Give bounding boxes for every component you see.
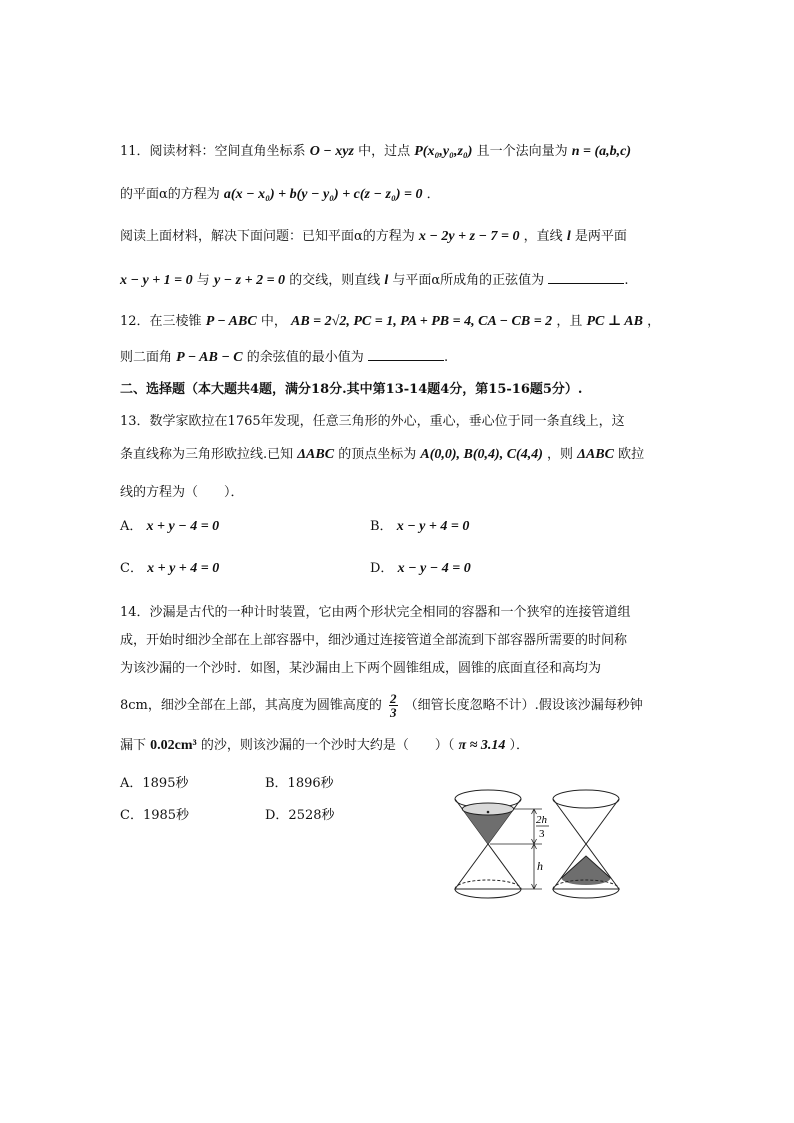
q11-text: 是两平面 xyxy=(574,229,627,244)
q14-line3: 为该沙漏的一个沙时．如图，某沙漏由上下两个圆锥组成，圆锥的底面直径和高均为 xyxy=(120,661,602,676)
q13-text: 条直线称为三角形欧拉线.已知 xyxy=(120,447,294,462)
q14-rate: 0.02cm³ xyxy=(150,738,197,753)
q14-option-a[interactable]: A．1895秒 xyxy=(120,776,189,791)
option-label: A． xyxy=(120,519,143,534)
q11-text: 阅读上面材料，解决下面问题：已知平面α的方程为 xyxy=(120,229,415,244)
option-text: x + y − 4 = 0 xyxy=(146,519,220,534)
q14-pi: π ≈ 3.14 xyxy=(458,738,506,753)
q14-option-b[interactable]: B．1896秒 xyxy=(265,776,334,791)
q12-line2 xyxy=(120,348,448,367)
option-label: B． xyxy=(370,519,393,534)
q11-text: 11．阅读材料：空间直角坐标系 xyxy=(120,144,306,159)
q11-text: ． xyxy=(426,187,440,202)
fraction-denominator: 3 xyxy=(390,705,397,720)
q12-text: 12．在三棱锥 xyxy=(120,314,202,329)
q11-plane-equation: a(x − x₀) + b(y − y₀) + c(z − z₀) = 0 xyxy=(223,187,423,202)
q11-line3 xyxy=(120,228,627,246)
q11-plane1: x − y + 1 = 0 xyxy=(120,273,193,288)
q12-conditions: AB = 2√2, PC = 1, PA + PB = 4, CA − CB = 2 xyxy=(291,314,553,329)
q12-text: ， xyxy=(647,314,661,329)
option-text: x + y + 4 = 0 xyxy=(147,561,220,576)
q14-line4 xyxy=(120,692,643,719)
q11-line-l: l xyxy=(384,273,389,288)
option-text: x − y + 4 = 0 xyxy=(396,519,470,534)
label-3: 3 xyxy=(539,828,545,840)
q12-answer-blank xyxy=(368,348,444,361)
q11-text: 与 xyxy=(196,273,210,288)
q13-option-c[interactable] xyxy=(120,560,219,578)
q14-text: （细管长度忽略不计）.假设该沙漏每秒钟 xyxy=(404,698,643,713)
q11-line1 xyxy=(120,143,631,161)
q12-dihedral: P − AB − C xyxy=(176,350,243,365)
q14-text: 漏下 xyxy=(120,738,147,753)
q14-fraction xyxy=(389,692,398,719)
q12-text: 中， xyxy=(260,314,287,329)
q11-text: 的交线，则直线 xyxy=(289,273,381,288)
q11-text: 的平面α的方程为 xyxy=(120,187,220,202)
label-h: h xyxy=(537,859,543,873)
q11-line4 xyxy=(120,271,628,290)
label-2h: 2h xyxy=(536,814,547,826)
q12-text: ，且 xyxy=(556,314,583,329)
q11-normal-vector: n = (a,b,c) xyxy=(571,144,632,159)
q13-line3: 线的方程为（ ）． xyxy=(120,485,244,500)
q13-triangle: ΔABC xyxy=(577,447,614,462)
q11-coordinate-system: O − xyz xyxy=(309,144,354,159)
q12-text: 的余弦值的最小值为 xyxy=(246,350,364,365)
q13-line2 xyxy=(120,446,644,464)
q11-alpha-equation: x − 2y + z − 7 = 0 xyxy=(418,229,520,244)
q13-text: ，则 xyxy=(547,447,574,462)
q11-text: . xyxy=(624,273,629,288)
q12-text: 则二面角 xyxy=(120,350,173,365)
q13-triangle: ΔABC xyxy=(297,447,335,462)
sand-dot xyxy=(487,811,490,814)
q14-line2: 成，开始时细沙全部在上部容器中，细沙通过连接管道全部流到下部容器所需要的时间称 xyxy=(120,633,628,648)
q11-text: 中，过点 xyxy=(358,144,411,159)
q12-line1 xyxy=(120,313,660,331)
base-front xyxy=(553,889,619,898)
fraction-numerator: 2 xyxy=(390,691,397,706)
q13-text: 的顶点坐标为 xyxy=(338,447,417,462)
lower-sand xyxy=(562,856,611,885)
q12-perpendicular: PC ⊥ AB xyxy=(586,314,643,329)
option-label: C． xyxy=(120,561,143,576)
q12-text: . xyxy=(443,350,449,365)
q13-option-b[interactable] xyxy=(370,518,469,536)
section-heading: 二、选择题（本大题共4题，满分18分.其中第13-14题4分，第15-16题5分）. xyxy=(120,382,583,397)
q14-line5 xyxy=(120,737,529,755)
q12-pyramid: P − ABC xyxy=(205,314,257,329)
q11-plane2: y − z + 2 = 0 xyxy=(213,273,286,288)
q11-point: P(x₀,y₀,z₀) xyxy=(414,144,473,159)
option-text: x − y − 4 = 0 xyxy=(397,561,471,576)
q14-line1: 14．沙漏是古代的一种计时装置，它由两个形状完全相同的容器和一个狭窄的连接管道组 xyxy=(120,605,631,620)
hourglass-figure xyxy=(450,783,650,899)
q14-option-c[interactable]: C．1985秒 xyxy=(120,808,190,823)
base-front xyxy=(455,889,521,898)
q11-line2 xyxy=(120,186,440,204)
q13-option-a[interactable] xyxy=(120,518,219,536)
option-label: D． xyxy=(370,561,394,576)
q13-vertices: A(0,0), B(0,4), C(4,4) xyxy=(420,447,543,462)
right-hourglass xyxy=(553,790,619,898)
q14-text: 8cm，细沙全部在上部，其高度为圆锥高度的 xyxy=(120,698,382,713)
q11-text: 且一个法向量为 xyxy=(476,144,568,159)
q11-text: 与平面α所成角的正弦值为 xyxy=(392,273,545,288)
q13-text: 欧拉 xyxy=(618,447,645,462)
q14-option-d[interactable]: D．2528秒 xyxy=(265,808,335,823)
q14-text: ）． xyxy=(509,738,530,753)
top-rim xyxy=(553,790,619,808)
q11-answer-blank xyxy=(548,271,624,284)
q11-line-l: l xyxy=(566,229,571,244)
q11-text: ，直线 xyxy=(523,229,563,244)
q13-option-d[interactable] xyxy=(370,560,471,578)
q14-text: 的沙，则该沙漏的一个沙时大约是（ ）（ xyxy=(200,738,455,753)
q13-line1: 13．数学家欧拉在1765年发现，任意三角形的外心，重心，垂心位于同一条直线上，这 xyxy=(120,414,625,429)
base-back xyxy=(455,880,521,889)
